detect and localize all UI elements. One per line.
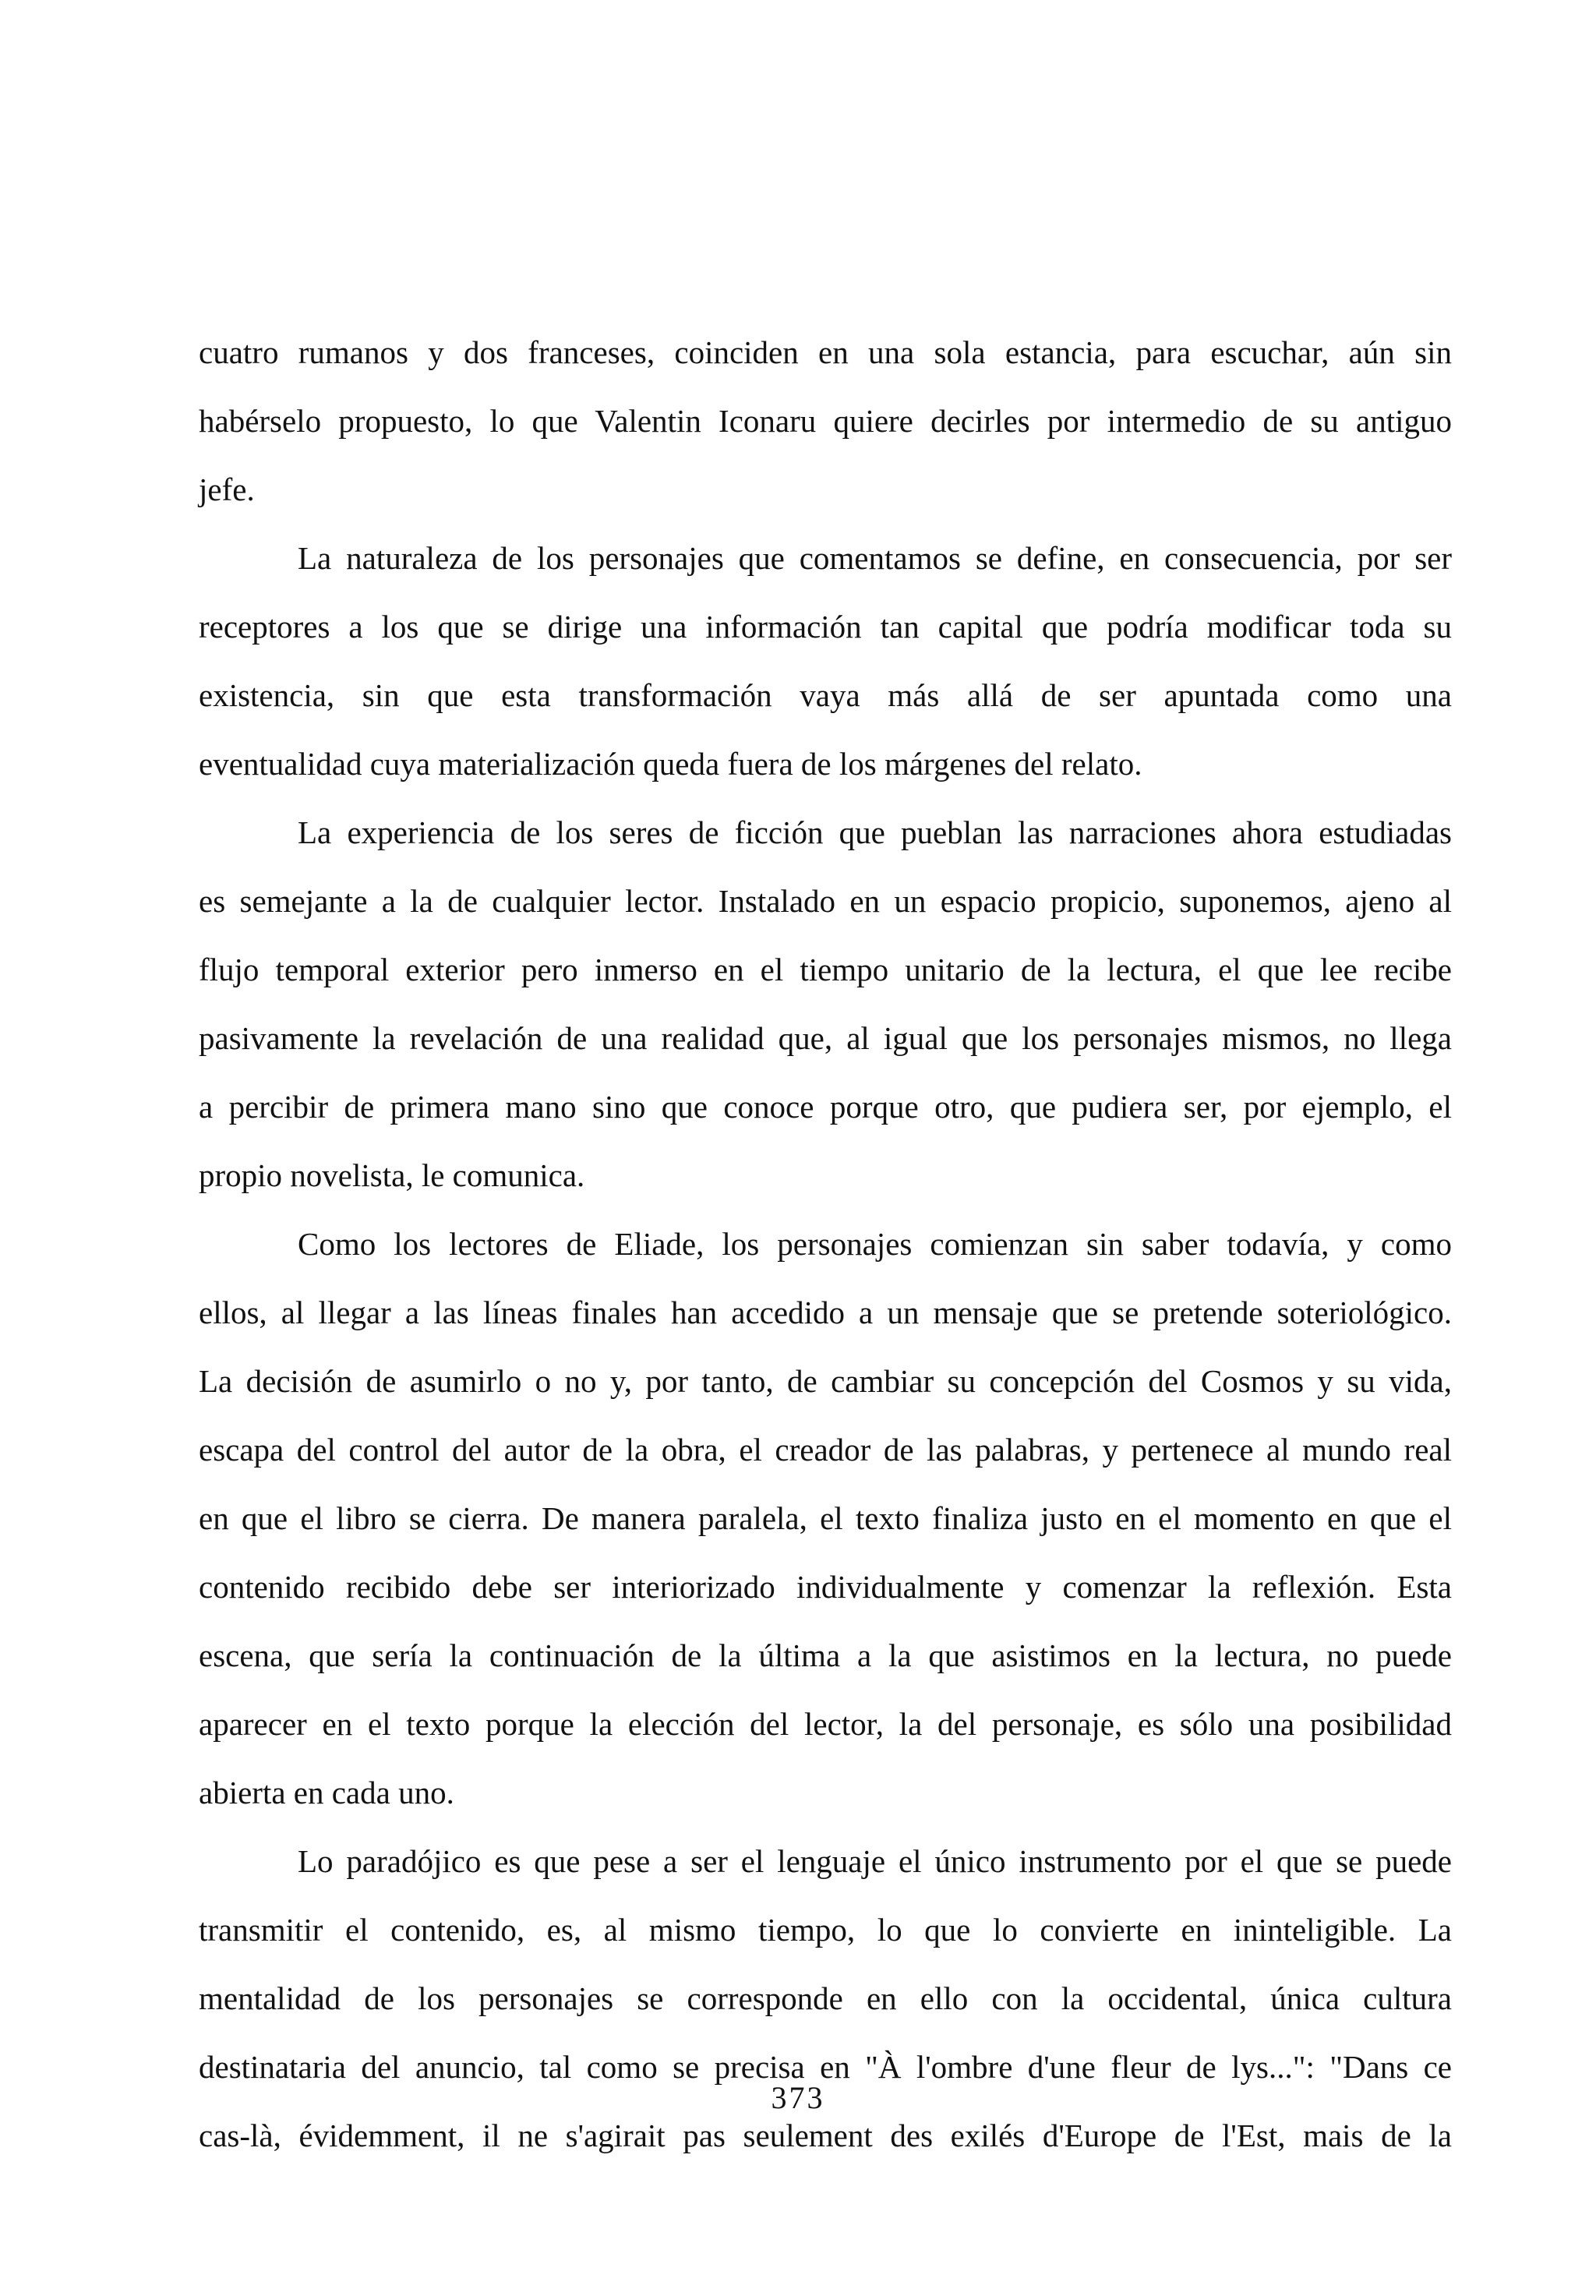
- text-line: La experiencia de los seres de ficción que pueblan las narraciones ahora estudiadas: [298, 814, 1452, 850]
- text-line: escena, que sería la continuación de la última a la que asistimos en la lectura, no puede: [199, 1637, 1452, 1673]
- text-line: ellos, al llegar a las líneas finales han accedido a un mensaje que se pretende soteriológico.: [199, 1295, 1452, 1330]
- text-line: receptores a los que se dirige una información tan capital que podría modificar toda su: [199, 609, 1452, 645]
- text-line: abierta en cada uno.: [199, 1775, 454, 1810]
- text-line: La naturaleza de los personajes que comentamos se define, en consecuencia, por ser: [298, 540, 1452, 576]
- body-text: [199, 318, 1452, 2170]
- text-line: eventualidad cuya materialización queda fuera de los márgenes del relato.: [199, 746, 1142, 782]
- text-line: jefe.: [199, 472, 255, 507]
- text-line: es semejante a la de cualquier lector. Instalado en un espacio propicio, suponemos, ajeno al: [199, 883, 1452, 919]
- text-line: Como los lectores de Eliade, los personajes comienzan sin saber todavía, y como: [298, 1226, 1452, 1262]
- text-line: habérselo propuesto, lo que Valentin Iconaru quiere decirles por intermedio de su antiguo: [199, 403, 1452, 439]
- text-line: contenido recibido debe ser interiorizado individualmente y comenzar la reflexión. Esta: [199, 1569, 1452, 1605]
- text-line: a percibir de primera mano sino que conoce porque otro, que pudiera ser, por ejemplo, el: [199, 1089, 1452, 1125]
- text-line: flujo temporal exterior pero inmerso en el tiempo unitario de la lectura, el que lee recibe: [199, 952, 1452, 987]
- text-line: cas-là, évidemment, il ne s'agirait pas seulement des exilés d'Europe de l'Est, mais de la: [199, 2118, 1452, 2153]
- text-line: La decisión de asumirlo o no y, por tanto, de cambiar su concepción del Cosmos y su vida,: [199, 1363, 1452, 1399]
- page-number: 373: [771, 2080, 825, 2115]
- text-line: pasivamente la revelación de una realidad que, al igual que los personajes mismos, no llega: [199, 1020, 1452, 1056]
- text-line: cuatro rumanos y dos franceses, coinciden en una sola estancia, para escuchar, aún sin: [199, 334, 1452, 370]
- text-line: Lo paradójico es que pese a ser el lenguaje el único instrumento por el que se puede: [298, 1843, 1452, 1879]
- text-line: aparecer en el texto porque la elección del lector, la del personaje, es sólo una posibilidad: [199, 1706, 1452, 1742]
- text-line: transmitir el contenido, es, al mismo tiempo, lo que lo convierte en ininteligible. La: [199, 1912, 1452, 1948]
- text-line: mentalidad de los personajes se corresponde en ello con la occidental, única cultura: [199, 1980, 1452, 2016]
- text-line: destinataria del anuncio, tal como se precisa en "À l'ombre d'une fleur de lys...": "Dans ce: [199, 2049, 1452, 2085]
- text-line: propio novelista, le comunica.: [199, 1157, 585, 1193]
- text-line: existencia, sin que esta transformación vaya más allá de ser apuntada como una: [199, 677, 1452, 713]
- text-line: escapa del control del autor de la obra, el creador de las palabras, y pertenece al mundo real: [199, 1432, 1452, 1468]
- text-line: en que el libro se cierra. De manera paralela, el texto finaliza justo en el momento en que el: [199, 1500, 1452, 1536]
